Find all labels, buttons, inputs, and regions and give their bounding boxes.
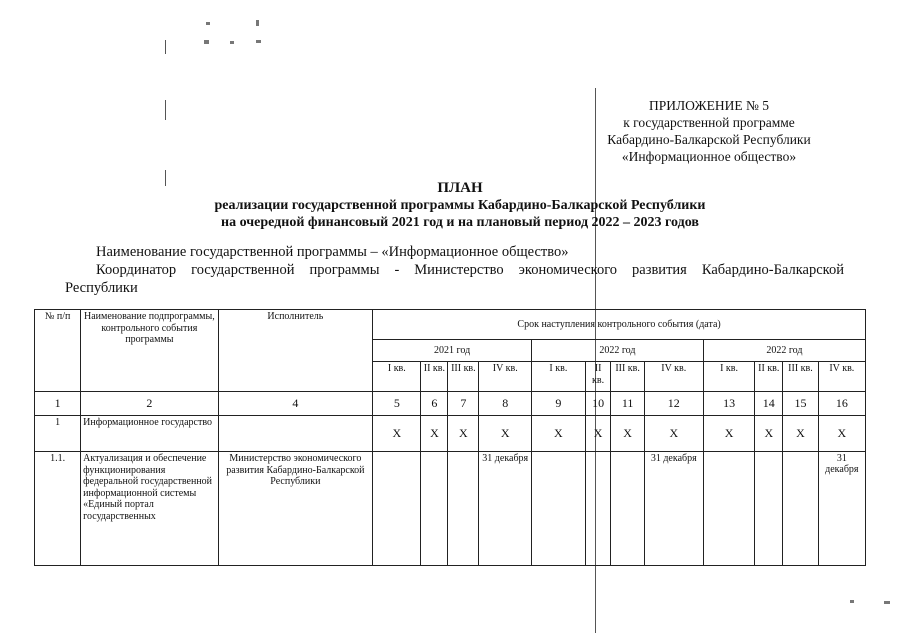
- appendix-republic: Кабардино-Балкарской Республики: [607, 132, 811, 147]
- title-line-3: на очередной финансовый 2021 год и на плановый период 2022 – 2023 годов: [221, 215, 699, 230]
- year-2021: 2021 год: [373, 340, 532, 362]
- column-number: 1: [35, 392, 81, 416]
- row-mark: X: [448, 416, 479, 452]
- program-name: Наименование государственной программы – «Информационное общество»: [96, 244, 569, 260]
- scan-speck: [884, 601, 890, 604]
- row-mark: X: [585, 416, 611, 452]
- row-mark: [755, 452, 783, 566]
- row-mark: X: [479, 416, 532, 452]
- quarter-cell: III кв.: [448, 362, 479, 392]
- quarter-cell: IV кв.: [479, 362, 532, 392]
- header-deadline: Срок наступления контрольного события (дата): [373, 310, 866, 340]
- quarter-cell: I кв.: [532, 362, 586, 392]
- row-executor: Министерство экономического развития Кабардино-Балкарской Республики: [218, 452, 373, 566]
- year-2022-second: 2022 год: [703, 340, 865, 362]
- column-number: 7: [448, 392, 479, 416]
- column-number-row: [35, 392, 866, 416]
- quarter-cell: I кв.: [703, 362, 755, 392]
- quarter-cell: IV кв.: [644, 362, 703, 392]
- column-number: 4: [218, 392, 373, 416]
- row-num: 1.1.: [35, 452, 81, 566]
- plan-table: [34, 309, 866, 566]
- quarter-cell: II кв.: [585, 362, 611, 392]
- row-mark: 31 декабря: [644, 452, 703, 566]
- quarter-cell: III кв.: [783, 362, 818, 392]
- column-number: 12: [644, 392, 703, 416]
- title-line-2: реализации государственной программы Кабардино-Балкарской Республики: [214, 198, 706, 213]
- row-mark: X: [373, 416, 421, 452]
- header-num: № п/п: [35, 310, 81, 392]
- column-number: 9: [532, 392, 586, 416]
- column-number: 10: [585, 392, 611, 416]
- column-number: 5: [373, 392, 421, 416]
- column-number: 15: [783, 392, 818, 416]
- header-name: Наименование подпрограммы, контрольного события программы: [81, 310, 218, 392]
- quarter-cell: II кв.: [421, 362, 448, 392]
- row-mark: [703, 452, 755, 566]
- scan-speck: [206, 22, 210, 25]
- appendix-block: [589, 97, 829, 165]
- row-mark: [421, 452, 448, 566]
- row-mark: 31 декабря: [479, 452, 532, 566]
- row-mark: [448, 452, 479, 566]
- scan-speck: [230, 41, 234, 44]
- row-mark: 31 декабря: [818, 452, 865, 566]
- row-mark: X: [703, 416, 755, 452]
- row-mark: X: [532, 416, 586, 452]
- row-mark: X: [421, 416, 448, 452]
- column-number: 14: [755, 392, 783, 416]
- row-mark: X: [783, 416, 818, 452]
- table-row: [35, 416, 866, 452]
- row-name: Актуализация и обеспечение функционирования федеральной государственной информационной системы «Единый портал государственных: [81, 452, 218, 566]
- scan-speck: [256, 20, 259, 26]
- column-number: 8: [479, 392, 532, 416]
- document-title: [150, 180, 770, 231]
- row-mark: [783, 452, 818, 566]
- row-mark: X: [755, 416, 783, 452]
- scan-line: [165, 100, 166, 120]
- header-executor: Исполнитель: [218, 310, 373, 392]
- appendix-ref: к государственной программе: [623, 115, 795, 130]
- title-main: ПЛАН: [437, 180, 483, 196]
- column-number: 6: [421, 392, 448, 416]
- row-mark: X: [818, 416, 865, 452]
- coordinator-line: Координатор государственной программы - Министерство экономического развития Кабардино-Балкарской: [96, 262, 844, 278]
- column-number: 2: [81, 392, 218, 416]
- quarter-cell: II кв.: [755, 362, 783, 392]
- quarter-cell: III кв.: [611, 362, 644, 392]
- year-2022: 2022 год: [532, 340, 704, 362]
- coordinator-line-2: Республики: [65, 280, 138, 296]
- row-executor: [218, 416, 373, 452]
- table-row: [35, 452, 866, 566]
- row-mark: X: [644, 416, 703, 452]
- column-number: 13: [703, 392, 755, 416]
- scan-speck: [204, 40, 209, 44]
- scan-speck: [850, 600, 854, 603]
- quarter-cell: IV кв.: [818, 362, 865, 392]
- appendix-program: «Информационное общество»: [621, 149, 797, 164]
- row-mark: [532, 452, 586, 566]
- column-number: 16: [818, 392, 865, 416]
- row-mark: X: [611, 416, 644, 452]
- row-name: Информационное государство: [81, 416, 218, 452]
- row-mark: [611, 452, 644, 566]
- row-num: 1: [35, 416, 81, 452]
- row-mark: [585, 452, 611, 566]
- row-mark: [373, 452, 421, 566]
- column-number: 11: [611, 392, 644, 416]
- scan-line: [165, 40, 166, 54]
- header-row: [35, 310, 866, 340]
- quarter-cell: I кв.: [373, 362, 421, 392]
- scan-speck: [256, 40, 261, 43]
- appendix-number: ПРИЛОЖЕНИЕ № 5: [648, 98, 770, 113]
